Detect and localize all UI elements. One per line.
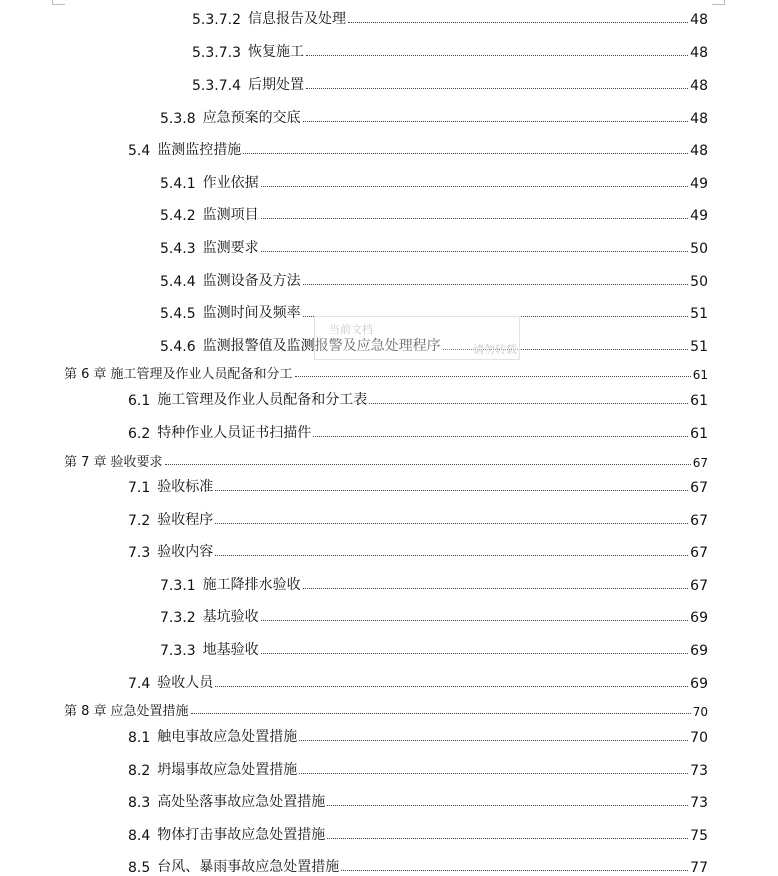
toc-entry-title: 验收标准 xyxy=(157,479,214,495)
toc-entry-number: 5.3.7.4 xyxy=(192,78,241,94)
toc-entry[interactable] xyxy=(128,726,708,746)
toc-dot-leader xyxy=(348,22,688,23)
toc-entry-title: 验收人员 xyxy=(157,675,214,691)
toc-entry[interactable] xyxy=(128,856,708,876)
toc-dot-leader xyxy=(303,284,689,285)
toc-dot-leader xyxy=(299,773,688,774)
toc-entry-title: 作业依据 xyxy=(202,175,259,191)
toc-entry[interactable] xyxy=(192,8,708,28)
toc-entry[interactable] xyxy=(192,41,708,61)
toc-entry-page: 48 xyxy=(690,111,708,127)
toc-entry[interactable] xyxy=(128,139,708,159)
toc-entry-chapter[interactable] xyxy=(64,362,708,382)
toc-dot-leader xyxy=(215,523,688,524)
toc-entry[interactable] xyxy=(192,74,708,94)
toc-entry-number: 7.3.2 xyxy=(160,610,196,626)
toc-entry-title: 地基验收 xyxy=(202,642,259,658)
toc-dot-leader xyxy=(261,251,689,252)
toc-entry-page: 75 xyxy=(690,828,708,844)
toc-entry-title: 坍塌事故应急处置措施 xyxy=(157,762,298,778)
toc-entry-page: 50 xyxy=(690,274,708,290)
toc-entry-number: 7.4 xyxy=(128,676,151,692)
toc-entry-title: 施工降排水验收 xyxy=(202,577,301,593)
page-corner-mark-left xyxy=(52,0,65,5)
toc-entry-page: 67 xyxy=(690,545,708,561)
toc-dot-leader xyxy=(303,588,689,589)
page-corner-mark-right xyxy=(712,0,725,5)
toc-dot-leader xyxy=(341,870,688,871)
toc-entry-title: 高处坠落事故应急处置措施 xyxy=(157,794,326,810)
toc-entry-number: 7.1 xyxy=(128,480,151,496)
toc-entry-page: 67 xyxy=(690,513,708,529)
toc-dot-leader xyxy=(327,838,688,839)
toc-entry-page: 69 xyxy=(690,643,708,659)
toc-entry[interactable] xyxy=(128,541,708,561)
toc-entry-page: 69 xyxy=(690,676,708,692)
toc-entry-chapter[interactable] xyxy=(64,450,708,470)
toc-entry-page: 48 xyxy=(690,12,708,28)
watermark-box xyxy=(314,316,520,360)
toc-entry-number: 8.3 xyxy=(128,795,151,811)
toc-entry[interactable] xyxy=(128,389,708,409)
toc-entry-number: 5.4 xyxy=(128,143,151,159)
toc-dot-leader xyxy=(243,153,688,154)
watermark-text: 当前文档 xyxy=(329,323,373,336)
toc-entry[interactable] xyxy=(128,759,708,779)
toc-entry[interactable] xyxy=(128,824,708,844)
toc-entry-title: 物体打击事故应急处置措施 xyxy=(157,827,326,843)
toc-entry-number: 8.4 xyxy=(128,828,151,844)
toc-entry[interactable] xyxy=(128,791,708,811)
toc-entry[interactable] xyxy=(160,172,708,192)
toc-entry-page: 70 xyxy=(692,705,708,719)
toc-entry-number: 7.2 xyxy=(128,513,151,529)
toc-dot-leader xyxy=(369,403,688,404)
toc-entry-page: 73 xyxy=(690,763,708,779)
toc-entry-page: 67 xyxy=(692,456,708,470)
toc-entry[interactable] xyxy=(128,422,708,442)
toc-entry-page: 48 xyxy=(690,78,708,94)
toc-dot-leader xyxy=(261,186,689,187)
toc-entry-page: 61 xyxy=(692,368,708,382)
toc-dot-leader xyxy=(165,464,691,465)
toc-dot-leader xyxy=(306,55,688,56)
watermark-text: 请勿转载 xyxy=(473,343,517,356)
toc-entry-number: 8.5 xyxy=(128,860,151,876)
toc-entry-number: 5.4.4 xyxy=(160,274,196,290)
toc-entry-title: 后期处置 xyxy=(247,77,304,93)
toc-entry-title: 施工管理及作业人员配备和分工 xyxy=(110,367,293,382)
toc-dot-leader xyxy=(215,555,688,556)
toc-dot-leader xyxy=(215,686,688,687)
toc-entry-number: 5.3.7.3 xyxy=(192,45,241,61)
toc-entry-number: 8.1 xyxy=(128,730,151,746)
toc-dot-leader xyxy=(215,490,688,491)
toc-entry-title: 基坑验收 xyxy=(202,609,259,625)
toc-entry-page: 61 xyxy=(690,426,708,442)
toc-entry[interactable] xyxy=(160,574,708,594)
toc-entry[interactable] xyxy=(128,509,708,529)
toc-entry-page: 70 xyxy=(690,730,708,746)
toc-entry-title: 信息报告及处理 xyxy=(247,11,346,27)
toc-entry-title: 验收程序 xyxy=(157,512,214,528)
toc-dot-leader xyxy=(261,653,689,654)
toc-entry-number: 5.4.3 xyxy=(160,241,196,257)
toc-dot-leader xyxy=(261,218,689,219)
toc-entry[interactable] xyxy=(160,639,708,659)
toc-dot-leader xyxy=(299,740,688,741)
toc-entry-title: 监测报警值及监测报警及应急处理程序 xyxy=(202,338,441,354)
toc-entry[interactable] xyxy=(160,107,708,127)
toc-entry-number: 5.4.2 xyxy=(160,208,196,224)
toc-entry-number: 5.3.7.2 xyxy=(192,12,241,28)
toc-entry-title: 监测项目 xyxy=(202,207,259,223)
toc-entry-title: 台风、暴雨事故应急处置措施 xyxy=(157,859,340,875)
toc-entry-page: 48 xyxy=(690,143,708,159)
toc-entry-title: 验收要求 xyxy=(110,455,163,470)
toc-entry-page: 73 xyxy=(690,795,708,811)
toc-dot-leader xyxy=(306,88,688,89)
toc-entry-number: 第 8 章 xyxy=(64,704,107,719)
toc-dot-leader xyxy=(261,620,689,621)
toc-entry-title: 特种作业人员证书扫描件 xyxy=(157,425,312,441)
toc-entry-number: 7.3.1 xyxy=(160,578,196,594)
toc-entry-title: 触电事故应急处置措施 xyxy=(157,729,298,745)
toc-dot-leader xyxy=(313,436,688,437)
toc-entry-title: 施工管理及作业人员配备和分工表 xyxy=(157,392,368,408)
toc-dot-leader xyxy=(327,805,688,806)
toc-entry[interactable] xyxy=(160,237,708,257)
toc-entry-page: 69 xyxy=(690,610,708,626)
toc-entry-title: 监测时间及频率 xyxy=(202,305,301,321)
toc-entry-title: 监测监控措施 xyxy=(157,142,242,158)
toc-entry-number: 5.3.8 xyxy=(160,111,196,127)
toc-dot-leader xyxy=(191,713,691,714)
toc-entry-page: 51 xyxy=(690,306,708,322)
toc-dot-leader xyxy=(295,376,691,377)
toc-entry-chapter[interactable] xyxy=(64,699,708,719)
toc-entry-title: 验收内容 xyxy=(157,544,214,560)
toc-entry-title: 应急预案的交底 xyxy=(202,110,301,126)
toc-entry-title: 恢复施工 xyxy=(247,44,304,60)
toc-entry-number: 7.3 xyxy=(128,545,151,561)
toc-entry[interactable] xyxy=(128,476,708,496)
toc-entry-title: 监测要求 xyxy=(202,240,259,256)
toc-entry-number: 5.4.6 xyxy=(160,339,196,355)
toc-entry[interactable] xyxy=(160,270,708,290)
toc-entry-number: 8.2 xyxy=(128,763,151,779)
toc-entry-page: 67 xyxy=(690,578,708,594)
toc-entry-page: 51 xyxy=(690,339,708,355)
toc-entry-number: 5.4.5 xyxy=(160,306,196,322)
toc-entry-page: 50 xyxy=(690,241,708,257)
toc-entry-title: 应急处置措施 xyxy=(110,704,189,719)
toc-dot-leader xyxy=(303,121,689,122)
toc-entry-title: 监测设备及方法 xyxy=(202,273,301,289)
toc-entry-page: 77 xyxy=(690,860,708,876)
toc-entry-page: 48 xyxy=(690,45,708,61)
toc-entry-number: 5.4.1 xyxy=(160,176,196,192)
toc-entry-number: 第 6 章 xyxy=(64,367,107,382)
toc-entry[interactable] xyxy=(128,672,708,692)
toc-entry-number: 6.1 xyxy=(128,393,151,409)
toc-entry-number: 第 7 章 xyxy=(64,455,107,470)
toc-entry-page: 49 xyxy=(690,208,708,224)
toc-entry-number: 7.3.3 xyxy=(160,643,196,659)
toc-entry-page: 61 xyxy=(690,393,708,409)
toc-entry-number: 6.2 xyxy=(128,426,151,442)
toc-entry-page: 67 xyxy=(690,480,708,496)
toc-entry[interactable] xyxy=(160,204,708,224)
toc-entry-page: 49 xyxy=(690,176,708,192)
toc-entry[interactable] xyxy=(160,606,708,626)
